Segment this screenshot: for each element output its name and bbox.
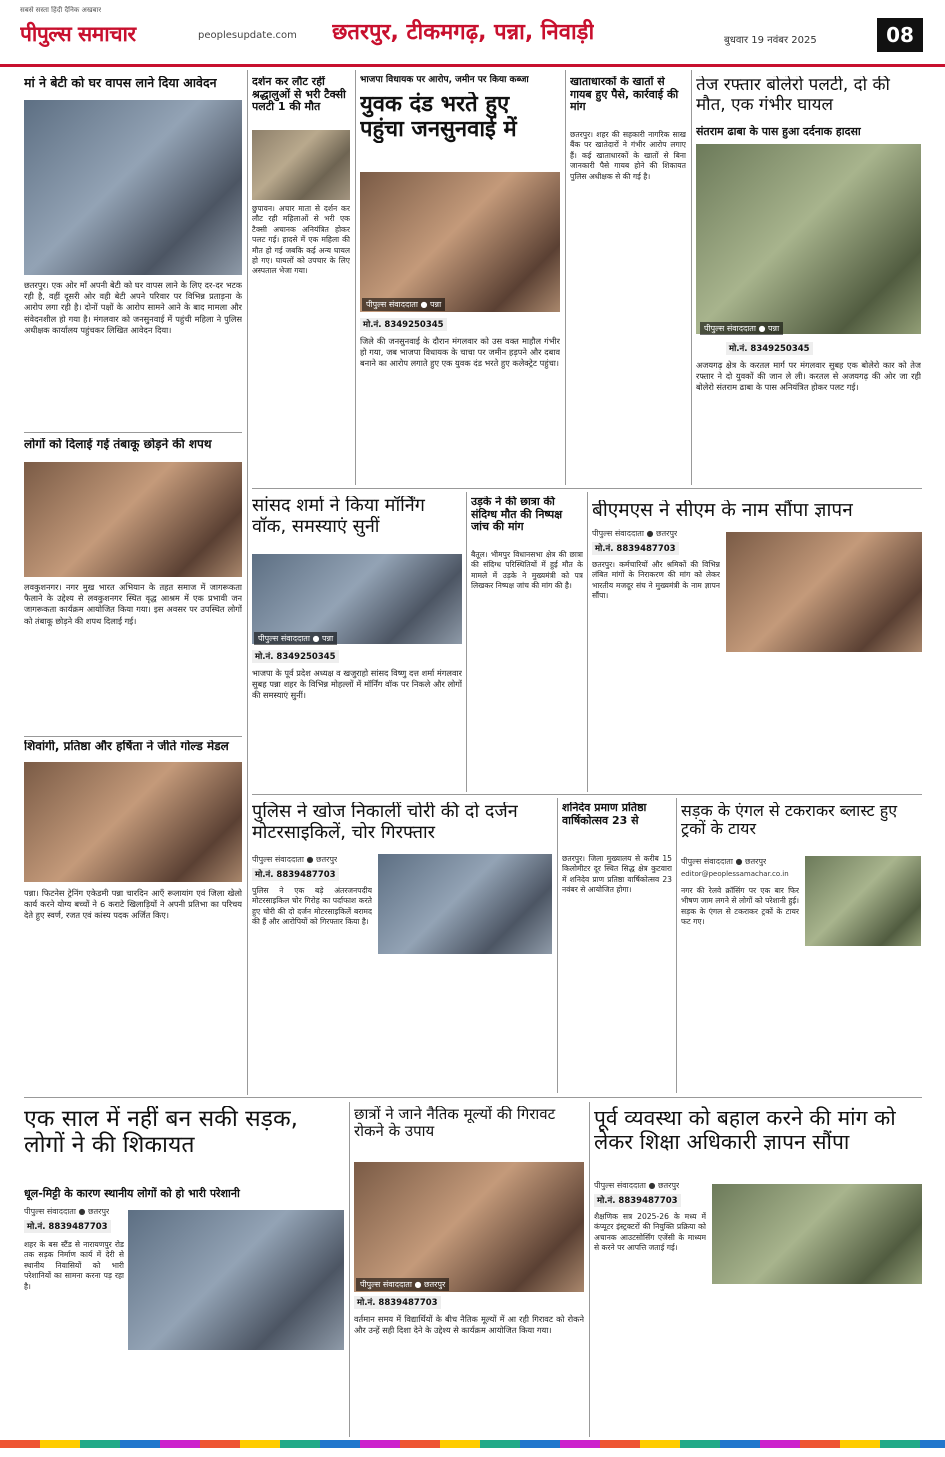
headline-mother-application: मां ने बेटी को घर वापस लाने दिया आवेदन (24, 76, 217, 90)
story-tyre-blast (681, 798, 921, 1093)
photo-bms (726, 532, 922, 652)
subhead-bolero: संतराम ढाबा के पास हुआ दर्दनाक हादसा (696, 125, 861, 138)
story-bms (592, 492, 922, 792)
story-bolero-body: अजयगढ़ क्षेत्र के करतल मार्ग पर मंगलवार सुबह एक बोलेरो कार को तेज रफ्तार ने दो युवकों की जान ले ली। करतल से अजयगढ़ की ओर जा रही बोलेरो संतराम ढाबा के पास अनियंत्रित होकर पलट गई। (696, 360, 921, 393)
story-bank-body: छतरपुर। शहर की सहकारी नागरिक साख बैंक पर खातेदारों ने गंभीर आरोप लगाए हैं। कई खाताधारकों के खातों से बिना जानकारी पैसे गायब होने की शिकायत पुलिस अधीक्षक से की गई है। (570, 130, 686, 181)
photo-values (354, 1162, 584, 1292)
photo-mp-walk (252, 554, 462, 644)
story-gold-body: पन्ना। फिटनेस ट्रेनिंग एकेडमी पन्ना चारदिन आएँ रूलायांग एवं जिला खेलो कार्य करने योग्य बच्चों ने 6 कराटे खिलाड़ियों ने अपनी प्रतिभा का परिचय देते हुए स्वर्ण, रजत एवं कांस्य पदक अर्जित किए। (24, 888, 242, 921)
photo-tyre-blast (805, 856, 921, 946)
headline-bank: खाताधारकों के खातों से गायब हुए पैसे, कार्रवाई की मांग (570, 76, 679, 114)
photo-road (128, 1210, 344, 1350)
headline-gold-medal: शिवांगी, प्रतिष्ठा और हर्षिता ने जीते गोल्ड मेडल (24, 740, 229, 753)
story-bms-body: छतरपुर। कर्मचारियों और श्रमिकों की विभिन्न लंबित मांगों के निराकरण की मांग को लेकर भारतीय मजदूर संघ ने मुख्यमंत्री के नाम ज्ञापन सौंपा। (592, 560, 720, 601)
story-gold-medal (24, 740, 242, 1095)
mp-credit: पीपुल्स संवाददाता ● पन्ना (254, 632, 337, 645)
story-mp-walk (252, 492, 462, 792)
story-tobacco-body: लवकुशनगर। नगर मुख भारत अभियान के तहत समाज में जागरूकता फैलाने के उद्देश्य से लवकुशनगर स्थित वृद्ध आश्रम में एक प्रभावी जन जागरूकता कार्यक्रम आयोजित किया गया। इस अवसर पर उपस्थित लोगों को तंबाकू छोड़ने की शपथ दिलाई गई। (24, 582, 242, 626)
headline-bolero: तेज रफ्तार बोलेरो पलटी, दो की मौत, एक गंभीर घायल (696, 76, 890, 115)
bms-credit: पीपुल्स संवाददाता ● छतरपुर (592, 529, 678, 538)
headline-values: छात्रों ने जाने नैतिक मूल्यों की गिरावट रोकने के उपाय (354, 1106, 556, 1141)
headline-road: एक साल में नहीं बन सकी सड़क, लोगों ने की शिकायत (24, 1106, 298, 1159)
tyre-credit: पीपुल्स संवाददाता ● छतरपुर (681, 857, 767, 866)
headline-lead-story: युवक दंड भरते हुए पहुंचा जनसुनवाई में (360, 92, 517, 143)
story-education (594, 1102, 922, 1437)
story-values (354, 1102, 584, 1437)
edition-cities: छतरपुर, टीकमगढ़, पन्ना, निवाड़ी (332, 20, 595, 45)
story-student-body: बैतूल। भीमपुर विधानसभा क्षेत्र की छात्रा की संदिग्ध परिस्थितियों में हुई मौत के मामले में उड़के ने मुख्यमंत्री को पत्र लिखकर निष्पक्ष जांच की मांग की है। (471, 550, 583, 591)
photo-tobacco-oath (24, 462, 242, 577)
issue-date: बुधवार 19 नवंबर 2025 (724, 35, 817, 46)
police-credit: पीपुल्स संवाददाता ● छतरपुर (252, 855, 338, 864)
column-bank (570, 72, 686, 492)
story-tyre-body: नगर की रेलवे क्रॉसिंग पर एक बार फिर भीषण जाम लगने से लोगों को परेशानी हुई। सड़क के एंगल से टकराकर ट्रकों के टायर फट गए। (681, 886, 799, 927)
story-taxi-body: छुपावन। अचार माता से दर्शन कर लौट रही महिलाओं से भरी एक टैक्सी अचानक अनियंत्रित होकर पलट गई। हादसे में एक महिला की मौत हो गई जबकि कई अन्य घायल हो गए। घायलों को उपचार के लिए अस्पताल भेजा गया। (252, 204, 350, 276)
subhead-road: धूल-मिट्टी के कारण स्थानीय लोगों को हो भारी परेशानी (24, 1187, 240, 1200)
page-number: 08 (877, 18, 923, 52)
website-link[interactable]: peoplesupdate.com (198, 30, 297, 41)
story-police-body: पुलिस ने एक बड़े अंतरजनपदीय मोटरसाइकिल चोर गिरोह का पर्दाफाश करते हुए चोरी की दो दर्जन मोटरसाइकिलें बरामद की हैं और आरोपियों को गिरफ्तार किया है। (252, 886, 372, 927)
logo (20, 14, 185, 54)
photo-education (712, 1184, 922, 1284)
lead-story-body: जिले की जनसुनवाई के दौरान मंगलवार को उस वक्त माहौल गंभीर हो गया, जब भाजपा विधायक के चाचा पर जमीन हड़पने और दबाव बनाने का आरोप लगाते हुए एक युवक दंड भरते हुए कलेक्ट्रेट पहुंचा। (360, 336, 560, 369)
photo-taxi (252, 130, 350, 200)
education-phone: मो.नं. 8839487703 (594, 1194, 681, 1207)
column-lead-story (360, 72, 560, 492)
column-bolero (696, 72, 921, 492)
story-mother-body: छतरपुर। एक ओर माँ अपनी बेटी को घर वापस लाने के लिए दर-दर भटक रही है, वहीं दूसरी ओर वही बेटी अपने परिवार पर विभिन्न प्रताड़ना के आरोप लगा रही है। दोनों पक्षों के आरोप सामने आने के बाद मामला और संवेदनशील हो गया है। मंगलवार को जनसुनवाई में पहुंची महिला ने पुलिस अधीक्षक कार्यालय पहुंचकर लिखित आवेदन दिया। (24, 280, 242, 335)
bolero-phone: मो.नं. 8349250345 (726, 342, 813, 355)
mp-phone: मो.नं. 8349250345 (252, 650, 339, 663)
story-shanidev-body: छतरपुर। जिला मुख्यालय से करीब 15 किलोमीटर दूर स्थित सिद्ध क्षेत्र कुटवारा में शनिदेव प्राण प्रतिष्ठा वार्षिकोत्सव 23 नवंबर से आयोजित होगा। (562, 854, 672, 895)
headline-mp-walk: सांसद शर्मा ने किया मॉर्निंग वॉक, समस्याएं सुनीं (252, 496, 425, 537)
photo-police-bikes (378, 854, 552, 954)
story-police-bikes (252, 798, 552, 1093)
story-shanidev (562, 798, 672, 1093)
bms-phone: मो.नं. 8839487703 (592, 542, 679, 555)
headline-education: पूर्व व्यवस्था को बहाल करने की मांग को लेकर शिक्षा अधिकारी ज्ञापन सौंपा (594, 1106, 896, 1155)
masthead (0, 0, 945, 67)
column-taxi (252, 72, 350, 492)
story-mp-body: भाजपा के पूर्व प्रदेश अध्यक्ष व खजुराहो सांसद विष्णु दत्त शर्मा मंगलवार सुबह पन्ना शहर के विभिन्न मोहल्लों में मॉर्निंग वॉक पर निकले और लोगों की समस्याएं सुनीं। (252, 668, 462, 701)
story-student-death (471, 492, 583, 792)
color-strip (0, 1440, 945, 1448)
logo-text: पीपुल्स समाचार (20, 22, 136, 46)
photo-hearing (24, 100, 242, 275)
story-education-body: शैक्षणिक सत्र 2025-26 के मध्य में कंप्यूटर इंस्ट्रक्टरों की नियुक्ति प्रक्रिया को अचानक आउटसोर्सिंग एजेंसी के माध्यम से करने पर आपत्ति जताई गई। (594, 1212, 706, 1253)
headline-tobacco-oath: लोगों को दिलाई गई तंबाकू छोड़ने की शपथ (24, 438, 212, 451)
lead-credit: पीपुल्स संवाददाता ● पन्ना (362, 298, 445, 311)
headline-student-death: उड़के ने की छात्रा की संदिग्ध मौत की निष्पक्ष जांच की मांग (471, 496, 563, 534)
values-phone: मो.नं. 8839487703 (354, 1296, 441, 1309)
photo-lead-story (360, 172, 560, 312)
bolero-credit: पीपुल्स संवाददाता ● पन्ना (700, 322, 783, 335)
headline-police-bikes: पुलिस ने खोज निकालीं चोरी की दो दर्जन मोटरसाइकिलें, चोर गिरफ्तार (252, 802, 518, 843)
tyre-email[interactable]: editor@peoplessamachar.co.in (681, 870, 789, 878)
headline-shanidev: शनिदेव प्रमाण प्रतिष्ठा वार्षिकोत्सव 23 से (562, 802, 647, 827)
tagline: सबसे सस्ता हिंदी दैनिक अखबार (20, 6, 102, 14)
police-phone: मो.नं. 8839487703 (252, 868, 339, 881)
headline-tyre-blast: सड़क के एंगल से टकराकर ब्लास्ट हुए ट्रकों के टायर (681, 802, 898, 839)
story-road-body: शहर के बस स्टैंड से नारायणपुर रोड तक सड़क निर्माण कार्य में देरी से स्थानीय निवासियों को भारी परेशानियों का सामना करना पड़ रहा है। (24, 1240, 124, 1291)
story-road (24, 1102, 344, 1437)
photo-bolero (696, 144, 921, 334)
lead-kicker: भाजपा विधायक पर आरोप, जमीन पर किया कब्जा (360, 75, 529, 85)
road-phone: मो.नं. 8839487703 (24, 1220, 111, 1233)
education-credit: पीपुल्स संवाददाता ● छतरपुर (594, 1181, 680, 1190)
values-credit: पीपुल्स संवाददाता ● छतरपुर (356, 1278, 449, 1291)
headline-taxi-accident: दर्शन कर लौट रहीं श्रद्धालुओं से भरी टैक्सी पलटी 1 की मौत (252, 76, 346, 114)
road-credit: पीपुल्स संवाददाता ● छतरपुर (24, 1207, 110, 1216)
lead-phone: मो.नं. 8349250345 (360, 318, 447, 331)
story-values-body: वर्तमान समय में विद्यार्थियों के बीच नैतिक मूल्यों में आ रही गिरावट को रोकने और उन्हें सही दिशा देने के उद्देश्य से कार्यक्रम आयोजित किया गया। (354, 1314, 584, 1336)
photo-gold-medal (24, 762, 242, 882)
headline-bms: बीएमएस ने सीएम के नाम सौंपा ज्ञापन (592, 500, 853, 521)
